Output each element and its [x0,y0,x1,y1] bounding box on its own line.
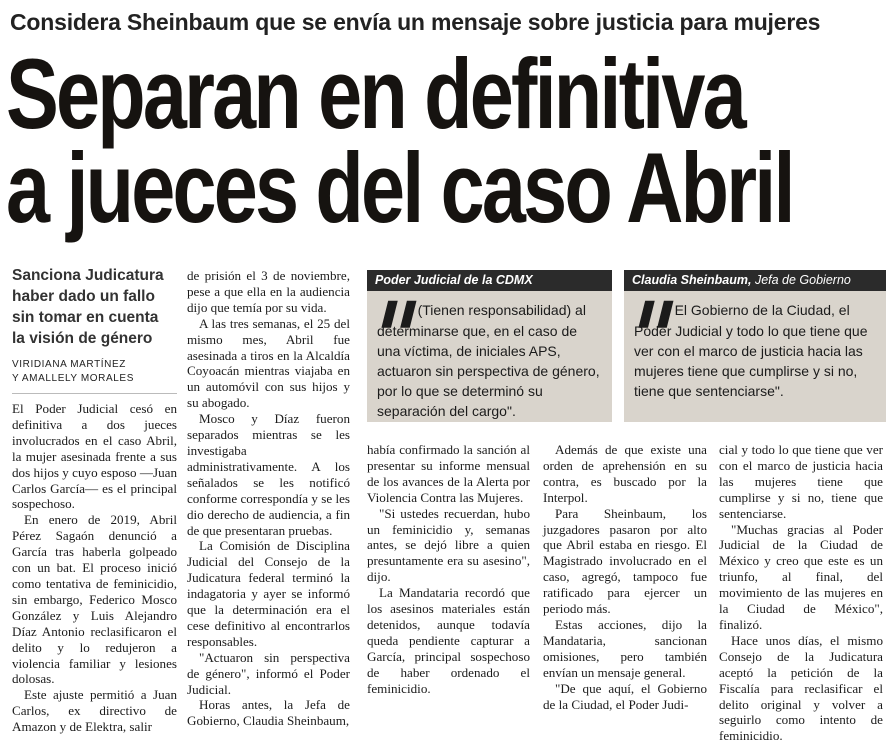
paragraph: de prisión el 3 de noviembre, pese a que ella en la audiencia dijo que temía por su vida. [187,268,350,315]
paragraph: "Si ustedes recuerdan, hubo un feminicidio y, semanas antes, se dejó libre a quien presuntamente era su asesino", dijo. [367,505,530,585]
article-column-3 [367,442,530,697]
paragraph: La Mandataria recordó que los asesinos materiales están detenidos, aunque todavía queda pendiente capturar a García, principal sospechoso de haber ordenado el feminicidio. [367,585,530,696]
paragraph: "Muchas gracias al Poder Judicial de la Ciudad de México y creo que este es un triunfo, al final, del movimiento de las mujeres en la Ciudad de México", finalizó. [719,521,883,632]
paragraph: Hace unos días, el mismo Consejo de la Judicatura aceptó la petición de la Fiscalía para reclasificar el delito original y volver a seguirlo como intento de feminicidio. [719,632,883,744]
kicker: Considera Sheinbaum que se envía un mensaje sobre justicia para mujeres [10,9,821,35]
paragraph: El Poder Judicial cesó en definitiva a dos jueces involucrados en el caso Abril, la mujer asesinada frente a sus dos hijos y cuyo esposo —Juan Carlos García— es el principal sospechoso. [12,401,177,512]
paragraph: Horas antes, la Jefa de Gobierno, Claudia Sheinbaum, [187,697,350,729]
quote-mark-icon: ❚❚ [634,297,672,327]
quote-source: Poder Judicial de la CDMX [375,273,533,287]
quote-header-sheinbaum [624,270,886,291]
article-column-1 [12,401,177,735]
byline-author-1: VIRIDIANA MARTÍNEZ [12,359,126,370]
byline-author-2: Y AMALLELY MORALES [12,373,134,384]
article-column-2 [187,268,350,729]
article-column-5 [719,442,883,744]
deck: Sanciona Judicatura haber dado un fallo sin tomar en cuenta la visión de género [12,267,164,347]
paragraph: En enero de 2019, Abril Pérez Sagaón denunció a García tras haberla golpeado con un bat. El proceso inició como tentativa de feminicidio, sin embargo, Federico Mosco González y Luis Alejandro Díaz Antonio reclasificaron el delito y lo redujeron a violencia familiar y lesiones dolosas. [12,512,177,687]
paragraph: Además de que existe una orden de aprehensión en su contra, es buscado por la Interpol. [543,442,707,505]
paragraph: A las tres semanas, el 25 del mismo mes, Abril fue asesinada a tiros en la Alcaldía Coyoacán mientras viajaba en un automóvil con sus hijos y su abogado. [187,315,350,411]
headline-line-2: a jueces del caso Abril [6,132,793,243]
byline-divider [12,393,177,394]
quote-source: Claudia Sheinbaum, [632,273,752,287]
quote-box-sheinbaum [624,291,886,422]
quote-text: (Tienen responsabilidad) al determinarse que, en el caso de una víctima, de iniciales APS, actuaron sin perspectiva de género, por lo que se determinó su separación del cargo". [377,302,600,419]
paragraph: había confirmado la sanción al presentar su informe mensual de los avances de la Alerta por Violencia Contra las Mujeres. [367,442,530,505]
byline [12,358,172,386]
quote-box-poder-judicial [367,291,612,422]
quote-text: El Gobierno de la Ciudad, el Poder Judicial y todo lo que tiene que ver con el marco de justicia hacia las mujeres tiene que cumplirse y si no, tiene que sentenciarse". [634,302,868,399]
paragraph: Para Sheinbaum, los juzgadores pasaron por alto que Abril estaba en riesgo. El Magistrado involucrado en el caso, agregó, tampoco fue ratificado para ejercer un periodo más. [543,505,707,617]
paragraph: Este ajuste permitió a Juan Carlos, ex directivo de Amazon y de Elektra, salir [12,687,177,735]
paragraph: cial y todo lo que tiene que ver con el marco de justicia hacia las mujeres tiene que cumplirse y si no, tiene que sentenciarse. [719,442,883,521]
paragraph: Mosco y Díaz fueron separados mientras se les investigaba administrativamente. A los señalados se les notificó conforme correspondía y se les dio derecho de audiencia, a fin de que presentaran pruebas. [187,411,350,538]
paragraph: "Actuaron sin perspectiva de género", informó el Poder Judicial. [187,649,350,697]
paragraph: Estas acciones, dijo la Mandataria, sancionan omisiones, pero también envían un mensaje general. [543,616,707,680]
paragraph: La Comisión de Disciplina Judicial del Consejo de la Judicatura federal terminó la indagatoria y ayer se informó que la determinación era el cese definitivo al encontrarlos responsables. [187,538,350,649]
quote-mark-icon: ❚❚ [377,297,415,327]
paragraph: "De que aquí, el Gobierno de la Ciudad, el Poder Judi- [543,680,707,712]
quote-role: Jefa de Gobierno [754,273,851,287]
headline-line-1: Separan en definitiva [6,38,744,149]
quote-header-poder-judicial [367,270,612,291]
article-column-4 [543,442,707,712]
